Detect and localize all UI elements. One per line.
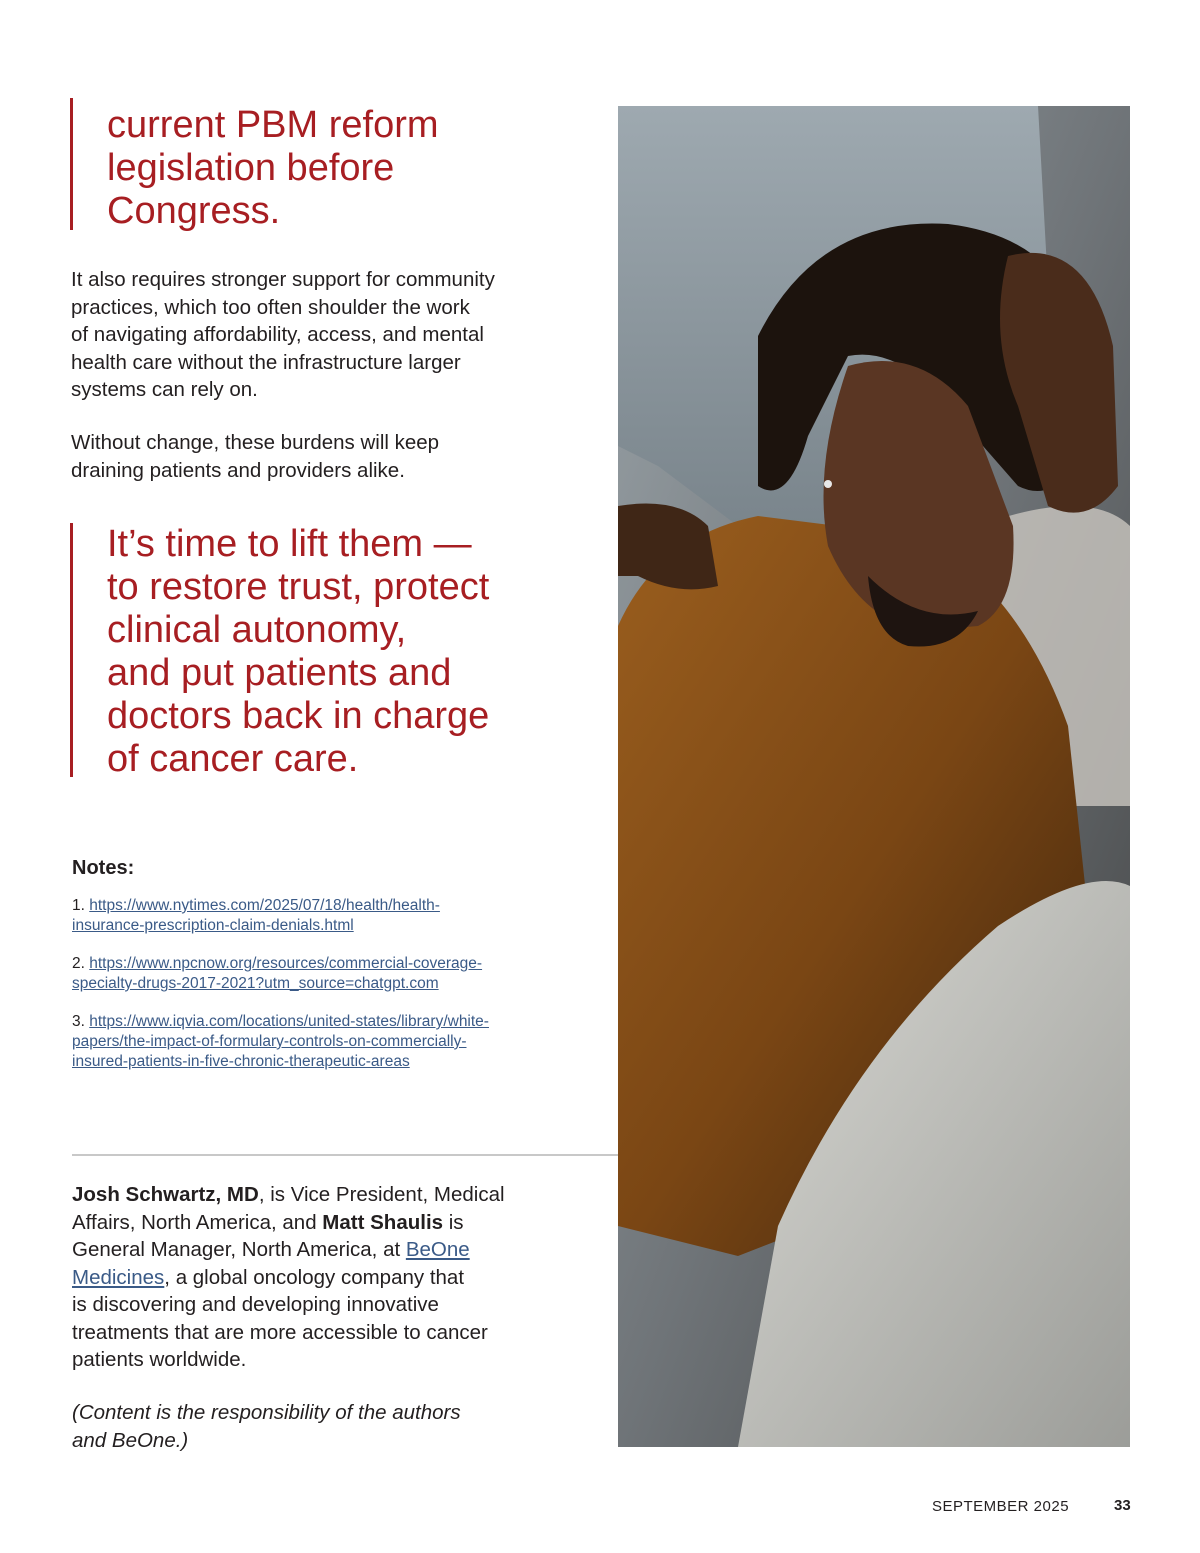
note-item: [72, 896, 440, 936]
pull-quote-line: and put patients and: [107, 652, 452, 694]
note-link[interactable]: https://www.iqvia.com/locations/united-states/library/white-: [89, 1013, 489, 1030]
pull-quote-top: [70, 98, 439, 230]
note-item: [72, 1012, 489, 1072]
bio-text: patients worldwide.: [72, 1348, 247, 1371]
bio-text: Affairs, North America, and: [72, 1210, 323, 1234]
pull-quote-line: Congress.: [107, 190, 281, 232]
bio-text: General Manager, North America, at: [72, 1238, 406, 1261]
note-link[interactable]: https://www.nytimes.com/2025/07/18/health/health-: [89, 897, 440, 914]
notes-heading: Notes:: [72, 857, 135, 879]
bio-text: , a global oncology company that: [164, 1265, 465, 1289]
pull-quote-line: to restore trust, protect: [107, 566, 490, 608]
pull-quote-line: It’s time to lift them —: [107, 523, 472, 565]
note-link[interactable]: https://www.npcnow.org/resources/commercial-coverage-: [89, 955, 483, 972]
note-number: 3.: [72, 1013, 85, 1030]
paragraph-line: health care without the infrastructure larger: [71, 350, 461, 374]
disclaimer-line: and BeOne.): [72, 1428, 189, 1452]
issue-date: SEPTEMBER 2025: [932, 1498, 1070, 1515]
bio-text: treatments that are more accessible to cancer: [72, 1320, 488, 1344]
page-number: 33: [1114, 1497, 1131, 1514]
article-photo: [618, 106, 1130, 1447]
author-name: Matt Shaulis: [322, 1210, 444, 1234]
paragraph-line: draining patients and providers alike.: [71, 458, 405, 482]
company-link[interactable]: Medicines: [72, 1265, 165, 1289]
pull-quote-main: [70, 523, 490, 780]
pull-quote-line: clinical autonomy,: [107, 609, 407, 651]
note-number: 1.: [72, 897, 85, 914]
author-name: Josh Schwartz, MD: [72, 1183, 259, 1206]
author-bio: [72, 1181, 505, 1374]
paragraph-line: practices, which too often shoulder the work: [71, 295, 470, 319]
disclaimer: [72, 1399, 461, 1454]
disclaimer-line: (Content is the responsibility of the authors: [72, 1401, 461, 1424]
note-link[interactable]: papers/the-impact-of-formulary-controls-on-commercially-: [72, 1033, 467, 1050]
note-link[interactable]: insured-patients-in-five-chronic-therapeutic-areas: [72, 1053, 410, 1070]
bio-text: , is Vice President, Medical: [258, 1183, 505, 1206]
section-divider: [72, 1154, 618, 1156]
paragraph-line: Without change, these burdens will keep: [71, 431, 440, 454]
bio-text: is: [443, 1210, 464, 1234]
note-item: [72, 954, 482, 994]
pull-quote-line: legislation before: [107, 147, 395, 189]
paragraph-line: It also requires stronger support for community: [71, 268, 495, 291]
company-link[interactable]: BeOne: [405, 1238, 470, 1261]
pull-quote-line: doctors back in charge: [107, 695, 490, 737]
note-link[interactable]: specialty-drugs-2017-2021?utm_source=chatgpt.com: [72, 975, 439, 992]
note-link[interactable]: insurance-prescription-claim-denials.html: [72, 917, 354, 934]
pull-quote-line: current PBM reform: [107, 104, 439, 146]
paragraph-line: systems can rely on.: [71, 378, 258, 401]
pull-quote-line: of cancer care.: [107, 738, 359, 780]
bio-text: is discovering and developing innovative: [72, 1293, 439, 1316]
body-paragraph-2: [71, 429, 591, 484]
photo-illustration: [618, 106, 1130, 1447]
body-paragraph-1: [71, 266, 591, 404]
note-number: 2.: [72, 955, 85, 972]
paragraph-line: of navigating affordability, access, and mental: [71, 323, 484, 346]
